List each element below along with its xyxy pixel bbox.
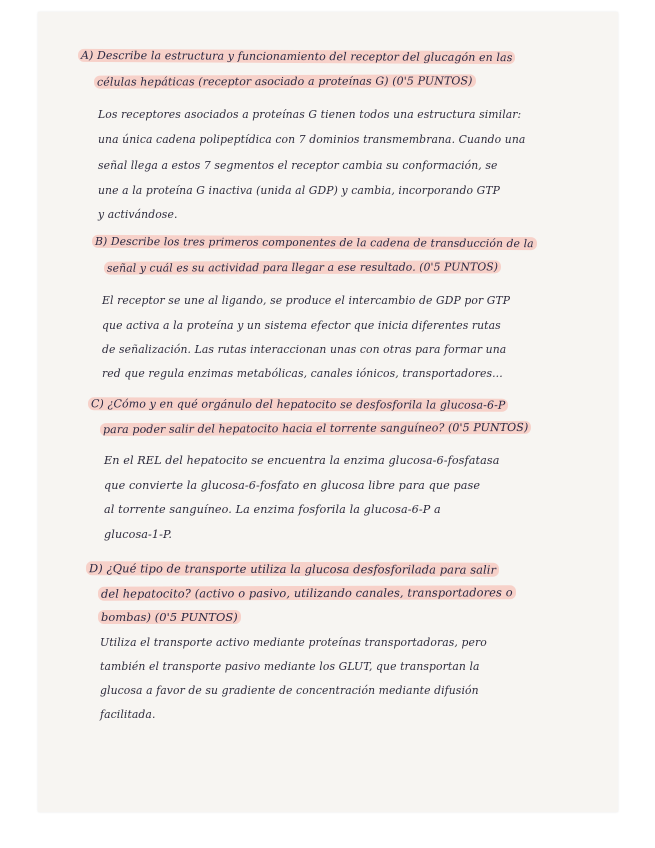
question-b-line-1: B) Describe los tres primeros componentes de la cadena de transducción de la [92, 235, 537, 250]
answer-d-line-2: también el transporte pasivo mediante los GLUT, que transportan la [100, 660, 480, 673]
question-d-line-1: D) ¿Qué tipo de transporte utiliza la glucosa desfosforilada para salir [86, 561, 499, 576]
answer-b-line-4: red que regula enzimas metabólicas, canales iónicos, transportadores... [102, 367, 503, 380]
answer-d-line-4: facilitada. [100, 708, 156, 721]
answer-a-line-5: y activándose. [98, 208, 178, 221]
question-a-line-2: células hepáticas (receptor asociado a proteínas G) (0'5 PUNTOS) [94, 74, 476, 88]
answer-d-line-1: Utiliza el transporte activo mediante proteínas transportadoras, pero [100, 636, 487, 649]
answer-c-line-2: que convierte la glucosa-6-fosfato en glucosa libre para que pase [104, 479, 481, 492]
answer-a-line-2: una única cadena polipeptídica con 7 dominios transmembrana. Cuando una [98, 133, 526, 146]
answer-a-line-4: une a la proteína G inactiva (unida al GDP) y cambia, incorporando GTP [98, 184, 501, 197]
answer-a-line-3: señal llega a estos 7 segmentos el receptor cambia su conformación, se [98, 159, 498, 172]
answer-d-line-3: glucosa a favor de su gradiente de concentración mediante difusión [100, 684, 479, 697]
question-d-line-2: del hepatocito? (activo o pasivo, utilizando canales, transportadores o [98, 585, 516, 600]
answer-b-line-1: El receptor se une al ligando, se produce el intercambio de GDP por GTP [102, 294, 511, 307]
answer-b-line-2: que activa a la proteína y un sistema efector que inicia diferentes rutas [102, 319, 501, 332]
question-c-line-1: C) ¿Cómo y en qué orgánulo del hepatocito se desfosforila la glucosa-6-P [88, 397, 508, 411]
answer-a-line-1: Los receptores asociados a proteínas G tienen todos una estructura similar: [98, 108, 522, 121]
question-b-line-2: señal y cuál es su actividad para llegar a ese resultado. (0'5 PUNTOS) [104, 260, 501, 274]
handwritten-page [38, 12, 618, 812]
answer-c-line-3: al torrente sanguíneo. La enzima fosforila la glucosa-6-P a [104, 503, 441, 516]
answer-c-line-4: glucosa-1-P. [104, 528, 173, 541]
question-c-line-2: para poder salir del hepatocito hacia el torrente sanguíneo? (0'5 PUNTOS) [100, 421, 531, 436]
answer-b-line-3: de señalización. Las rutas interaccionan unas con otras para formar una [102, 343, 507, 356]
question-d-line-3: bombas) (0'5 PUNTOS) [98, 610, 241, 624]
answer-c-line-1: En el REL del hepatocito se encuentra la enzima glucosa-6-fosfatasa [104, 454, 500, 467]
question-a-line-1: A) Describe la estructura y funcionamiento del receptor del glucagón en las [78, 49, 516, 64]
